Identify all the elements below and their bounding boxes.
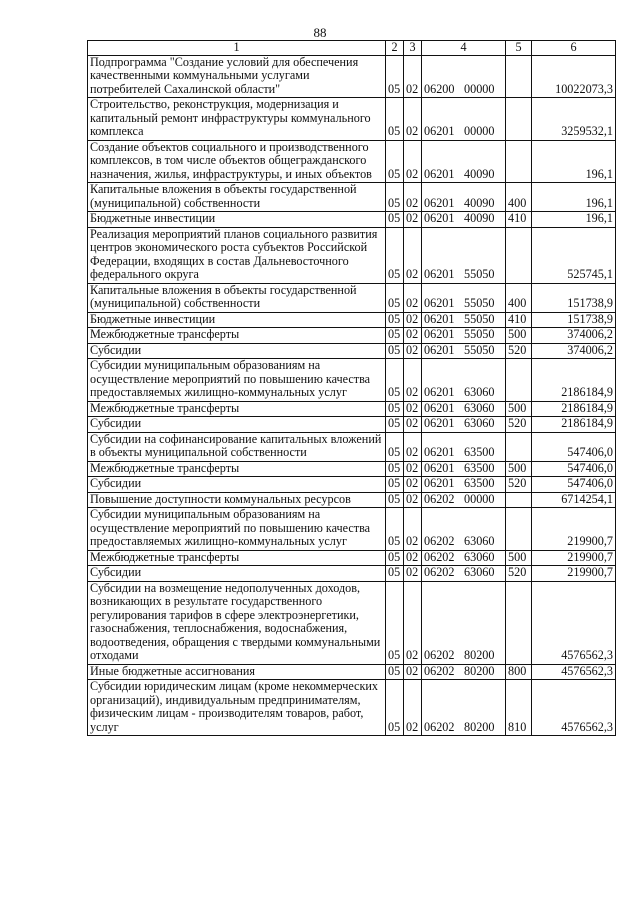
row-subsection-cell: 02 xyxy=(404,212,422,228)
row-target-article-cell xyxy=(422,312,506,328)
row-amount-cell: 374006,2 xyxy=(532,328,616,344)
target-article-program-code: 06201 xyxy=(424,211,455,225)
target-article-program-code: 06201 xyxy=(424,195,455,210)
row-amount-cell: 219900,7 xyxy=(532,508,616,551)
row-target-article-cell xyxy=(422,140,506,183)
row-target-article-cell xyxy=(422,328,506,344)
row-amount-cell: 219900,7 xyxy=(532,566,616,582)
target-article-program-code: 06201 xyxy=(424,476,455,490)
row-expense-type-cell: 800 xyxy=(506,664,532,680)
table-row xyxy=(88,343,616,359)
row-target-article-cell xyxy=(422,401,506,417)
row-name-cell: Реализация мероприятий планов социального развития центров экономического роста субъектов Российской Федерации, входящих в состав Дальневосточного федерального округа xyxy=(88,227,386,283)
row-section-cell: 05 xyxy=(386,477,404,493)
row-name-cell: Субсидии xyxy=(88,477,386,493)
row-name-cell: Субсидии на софинансирование капитальных вложений в объекты муниципальной собственности xyxy=(88,432,386,461)
table-row xyxy=(88,566,616,582)
row-section-cell: 05 xyxy=(386,432,404,461)
row-expense-type-cell: 520 xyxy=(506,343,532,359)
row-expense-type-cell xyxy=(506,432,532,461)
row-expense-type-cell: 400 xyxy=(506,183,532,212)
target-article-program-code: 06201 xyxy=(424,267,455,281)
row-amount-cell: 547406,0 xyxy=(532,461,616,477)
target-article-direction-code: 63500 xyxy=(464,445,495,459)
row-expense-type-cell: 500 xyxy=(506,461,532,477)
target-article-program-code: 06201 xyxy=(424,385,455,399)
budget-table xyxy=(87,40,616,736)
row-expense-type-cell: 500 xyxy=(506,328,532,344)
row-amount-cell: 196,1 xyxy=(532,212,616,228)
row-target-article-cell xyxy=(422,343,506,359)
target-article-program-code: 06201 xyxy=(424,400,455,415)
table-row xyxy=(88,55,616,98)
target-article-direction-code: 63500 xyxy=(464,476,495,490)
row-target-article-cell xyxy=(422,566,506,582)
row-section-cell: 05 xyxy=(386,312,404,328)
row-section-cell: 05 xyxy=(386,680,404,736)
row-name-cell: Субсидии xyxy=(88,417,386,433)
row-amount-cell: 525745,1 xyxy=(532,227,616,283)
row-subsection-cell: 02 xyxy=(404,359,422,402)
target-article-direction-code: 00000 xyxy=(464,491,495,506)
row-section-cell: 05 xyxy=(386,98,404,141)
row-section-cell: 05 xyxy=(386,140,404,183)
row-amount-cell: 6714254,1 xyxy=(532,492,616,508)
target-article-program-code: 06201 xyxy=(424,311,455,326)
table-row xyxy=(88,417,616,433)
row-target-article-cell xyxy=(422,212,506,228)
target-article-direction-code: 55050 xyxy=(464,296,495,310)
row-expense-type-cell xyxy=(506,98,532,141)
target-article-program-code: 06202 xyxy=(424,719,455,734)
column-header-subsection: 3 xyxy=(404,41,422,56)
row-subsection-cell: 02 xyxy=(404,477,422,493)
row-expense-type-cell xyxy=(506,227,532,283)
target-article-program-code: 06202 xyxy=(424,534,455,548)
row-target-article-cell xyxy=(422,417,506,433)
table-row xyxy=(88,401,616,417)
page-number: 88 xyxy=(313,25,327,40)
row-amount-cell: 196,1 xyxy=(532,140,616,183)
row-target-article-cell xyxy=(422,55,506,98)
row-subsection-cell: 02 xyxy=(404,98,422,141)
table-row xyxy=(88,680,616,736)
row-subsection-cell: 02 xyxy=(404,508,422,551)
row-name-cell: Межбюджетные трансферты xyxy=(88,550,386,566)
target-article-direction-code: 63060 xyxy=(464,385,495,399)
table-row xyxy=(88,183,616,212)
row-amount-cell: 547406,0 xyxy=(532,432,616,461)
row-expense-type-cell: 410 xyxy=(506,312,532,328)
row-target-article-cell xyxy=(422,461,506,477)
target-article-direction-code: 80200 xyxy=(464,648,495,662)
row-target-article-cell xyxy=(422,680,506,736)
row-target-article-cell xyxy=(422,550,506,566)
row-name-cell: Субсидии муниципальным образованиям на осуществление мероприятий по повышению качества предоставляемых жилищно-коммунальных услуг xyxy=(88,359,386,402)
target-article-direction-code: 63060 xyxy=(464,549,495,564)
target-article-program-code: 06202 xyxy=(424,565,455,579)
column-header-section: 2 xyxy=(386,41,404,56)
row-target-article-cell xyxy=(422,664,506,680)
row-expense-type-cell: 810 xyxy=(506,680,532,736)
row-expense-type-cell xyxy=(506,581,532,664)
row-section-cell: 05 xyxy=(386,55,404,98)
target-article-direction-code: 40090 xyxy=(464,166,495,181)
table-body xyxy=(88,55,616,736)
row-name-cell: Межбюджетные трансферты xyxy=(88,401,386,417)
row-amount-cell: 2186184,9 xyxy=(532,417,616,433)
target-article-program-code: 06202 xyxy=(424,663,455,678)
row-target-article-cell xyxy=(422,183,506,212)
row-name-cell: Строительство, реконструкция, модернизация и капитальный ремонт инфраструктуры коммунального комплекса xyxy=(88,98,386,141)
row-target-article-cell xyxy=(422,227,506,283)
row-name-cell: Бюджетные инвестиции xyxy=(88,212,386,228)
target-article-program-code: 06201 xyxy=(424,416,455,430)
row-expense-type-cell: 400 xyxy=(506,283,532,312)
target-article-program-code: 06201 xyxy=(424,296,455,310)
row-name-cell: Бюджетные инвестиции xyxy=(88,312,386,328)
row-subsection-cell: 02 xyxy=(404,183,422,212)
row-name-cell: Подпрограмма "Создание условий для обеспечения качественными коммунальными услугами потребителей Сахалинской области" xyxy=(88,55,386,98)
table-row xyxy=(88,98,616,141)
table-row xyxy=(88,140,616,183)
target-article-program-code: 06201 xyxy=(424,124,455,138)
row-expense-type-cell xyxy=(506,55,532,98)
row-subsection-cell: 02 xyxy=(404,343,422,359)
target-article-direction-code: 40090 xyxy=(464,195,495,210)
target-article-direction-code: 55050 xyxy=(464,311,495,326)
row-section-cell: 05 xyxy=(386,417,404,433)
row-subsection-cell: 02 xyxy=(404,55,422,98)
row-expense-type-cell: 500 xyxy=(506,550,532,566)
row-section-cell: 05 xyxy=(386,461,404,477)
row-amount-cell: 196,1 xyxy=(532,183,616,212)
row-amount-cell: 219900,7 xyxy=(532,550,616,566)
table-row xyxy=(88,477,616,493)
row-name-cell: Субсидии юридическим лицам (кроме некоммерческих организаций), индивидуальным предпринимателям, физическим лицам - производителям товаров, работ, услуг xyxy=(88,680,386,736)
row-amount-cell: 2186184,9 xyxy=(532,401,616,417)
target-article-program-code: 06202 xyxy=(424,549,455,564)
row-amount-cell: 151738,9 xyxy=(532,283,616,312)
row-subsection-cell: 02 xyxy=(404,550,422,566)
row-subsection-cell: 02 xyxy=(404,581,422,664)
row-amount-cell: 3259532,1 xyxy=(532,98,616,141)
row-target-article-cell xyxy=(422,283,506,312)
row-target-article-cell xyxy=(422,508,506,551)
target-article-direction-code: 63060 xyxy=(464,400,495,415)
table-row xyxy=(88,461,616,477)
row-section-cell: 05 xyxy=(386,401,404,417)
row-expense-type-cell xyxy=(506,508,532,551)
row-target-article-cell xyxy=(422,581,506,664)
row-target-article-cell xyxy=(422,432,506,461)
target-article-program-code: 06201 xyxy=(424,445,455,459)
row-amount-cell: 547406,0 xyxy=(532,477,616,493)
target-article-program-code: 06201 xyxy=(424,342,455,357)
table-row xyxy=(88,432,616,461)
row-amount-cell: 10022073,3 xyxy=(532,55,616,98)
row-section-cell: 05 xyxy=(386,359,404,402)
row-section-cell: 05 xyxy=(386,550,404,566)
row-subsection-cell: 02 xyxy=(404,680,422,736)
table-row xyxy=(88,508,616,551)
row-subsection-cell: 02 xyxy=(404,227,422,283)
target-article-program-code: 06201 xyxy=(424,460,455,475)
row-section-cell: 05 xyxy=(386,183,404,212)
row-expense-type-cell: 520 xyxy=(506,417,532,433)
target-article-direction-code: 63060 xyxy=(464,534,495,548)
row-name-cell: Иные бюджетные ассигнования xyxy=(88,664,386,680)
row-expense-type-cell: 500 xyxy=(506,401,532,417)
target-article-program-code: 06202 xyxy=(424,491,455,506)
row-subsection-cell: 02 xyxy=(404,401,422,417)
column-header-amount: 6 xyxy=(532,41,616,56)
row-subsection-cell: 02 xyxy=(404,140,422,183)
row-expense-type-cell xyxy=(506,359,532,402)
row-amount-cell: 4576562,3 xyxy=(532,581,616,664)
table-row xyxy=(88,312,616,328)
row-name-cell: Повышение доступности коммунальных ресурсов xyxy=(88,492,386,508)
row-section-cell: 05 xyxy=(386,581,404,664)
target-article-direction-code: 55050 xyxy=(464,342,495,357)
row-subsection-cell: 02 xyxy=(404,492,422,508)
table-row xyxy=(88,492,616,508)
target-article-direction-code: 55050 xyxy=(464,267,495,281)
column-header-target-article: 4 xyxy=(422,41,506,56)
row-subsection-cell: 02 xyxy=(404,566,422,582)
target-article-direction-code: 00000 xyxy=(464,124,495,138)
row-amount-cell: 151738,9 xyxy=(532,312,616,328)
row-subsection-cell: 02 xyxy=(404,283,422,312)
target-article-direction-code: 00000 xyxy=(464,81,495,96)
row-name-cell: Субсидии xyxy=(88,566,386,582)
row-name-cell: Субсидии xyxy=(88,343,386,359)
row-subsection-cell: 02 xyxy=(404,432,422,461)
row-subsection-cell: 02 xyxy=(404,664,422,680)
row-expense-type-cell xyxy=(506,492,532,508)
row-name-cell: Капитальные вложения в объекты государственной (муниципальной) собственности xyxy=(88,283,386,312)
row-subsection-cell: 02 xyxy=(404,312,422,328)
table-row xyxy=(88,212,616,228)
row-amount-cell: 4576562,3 xyxy=(532,680,616,736)
column-header-expense-type: 5 xyxy=(506,41,532,56)
row-section-cell: 05 xyxy=(386,227,404,283)
target-article-direction-code: 63500 xyxy=(464,460,495,475)
table-row xyxy=(88,581,616,664)
table-row xyxy=(88,550,616,566)
table-row xyxy=(88,227,616,283)
row-name-cell: Субсидии муниципальным образованиям на осуществление мероприятий по повышению качества предоставляемых жилищно-коммунальных услуг xyxy=(88,508,386,551)
target-article-program-code: 06201 xyxy=(424,327,455,341)
row-name-cell: Капитальные вложения в объекты государственной (муниципальной) собственности xyxy=(88,183,386,212)
row-section-cell: 05 xyxy=(386,343,404,359)
row-expense-type-cell: 520 xyxy=(506,477,532,493)
target-article-program-code: 06200 xyxy=(424,81,455,96)
target-article-direction-code: 80200 xyxy=(464,719,495,734)
target-article-program-code: 06202 xyxy=(424,648,455,662)
column-header-name: 1 xyxy=(88,41,386,56)
row-target-article-cell xyxy=(422,359,506,402)
target-article-direction-code: 63060 xyxy=(464,416,495,430)
row-amount-cell: 374006,2 xyxy=(532,343,616,359)
row-subsection-cell: 02 xyxy=(404,417,422,433)
row-section-cell: 05 xyxy=(386,664,404,680)
table-row xyxy=(88,283,616,312)
row-section-cell: 05 xyxy=(386,283,404,312)
row-expense-type-cell: 410 xyxy=(506,212,532,228)
row-section-cell: 05 xyxy=(386,566,404,582)
table-header-row xyxy=(88,41,616,56)
row-section-cell: 05 xyxy=(386,328,404,344)
target-article-direction-code: 80200 xyxy=(464,663,495,678)
row-name-cell: Создание объектов социального и производственного комплексов, в том числе объектов общегражданского назначения, жилья, инфраструктуры, и иных объектов xyxy=(88,140,386,183)
table-row xyxy=(88,359,616,402)
row-subsection-cell: 02 xyxy=(404,328,422,344)
row-name-cell: Субсидии на возмещение недополученных доходов, возникающих в результате государственного регулирования тарифов в сфере электроэнергетики, газоснабжения, теплоснабжения, водоснабжения, водоотведения, обращения с твердыми коммунальными отходами xyxy=(88,581,386,664)
row-name-cell: Межбюджетные трансферты xyxy=(88,328,386,344)
row-subsection-cell: 02 xyxy=(404,461,422,477)
row-amount-cell: 2186184,9 xyxy=(532,359,616,402)
table-row xyxy=(88,664,616,680)
row-target-article-cell xyxy=(422,98,506,141)
row-target-article-cell xyxy=(422,492,506,508)
row-amount-cell: 4576562,3 xyxy=(532,664,616,680)
row-section-cell: 05 xyxy=(386,492,404,508)
row-section-cell: 05 xyxy=(386,508,404,551)
row-target-article-cell xyxy=(422,477,506,493)
target-article-direction-code: 40090 xyxy=(464,211,495,225)
row-section-cell: 05 xyxy=(386,212,404,228)
table-row xyxy=(88,328,616,344)
target-article-direction-code: 55050 xyxy=(464,327,495,341)
row-expense-type-cell: 520 xyxy=(506,566,532,582)
row-name-cell: Межбюджетные трансферты xyxy=(88,461,386,477)
target-article-direction-code: 63060 xyxy=(464,565,495,579)
row-expense-type-cell xyxy=(506,140,532,183)
target-article-program-code: 06201 xyxy=(424,166,455,181)
